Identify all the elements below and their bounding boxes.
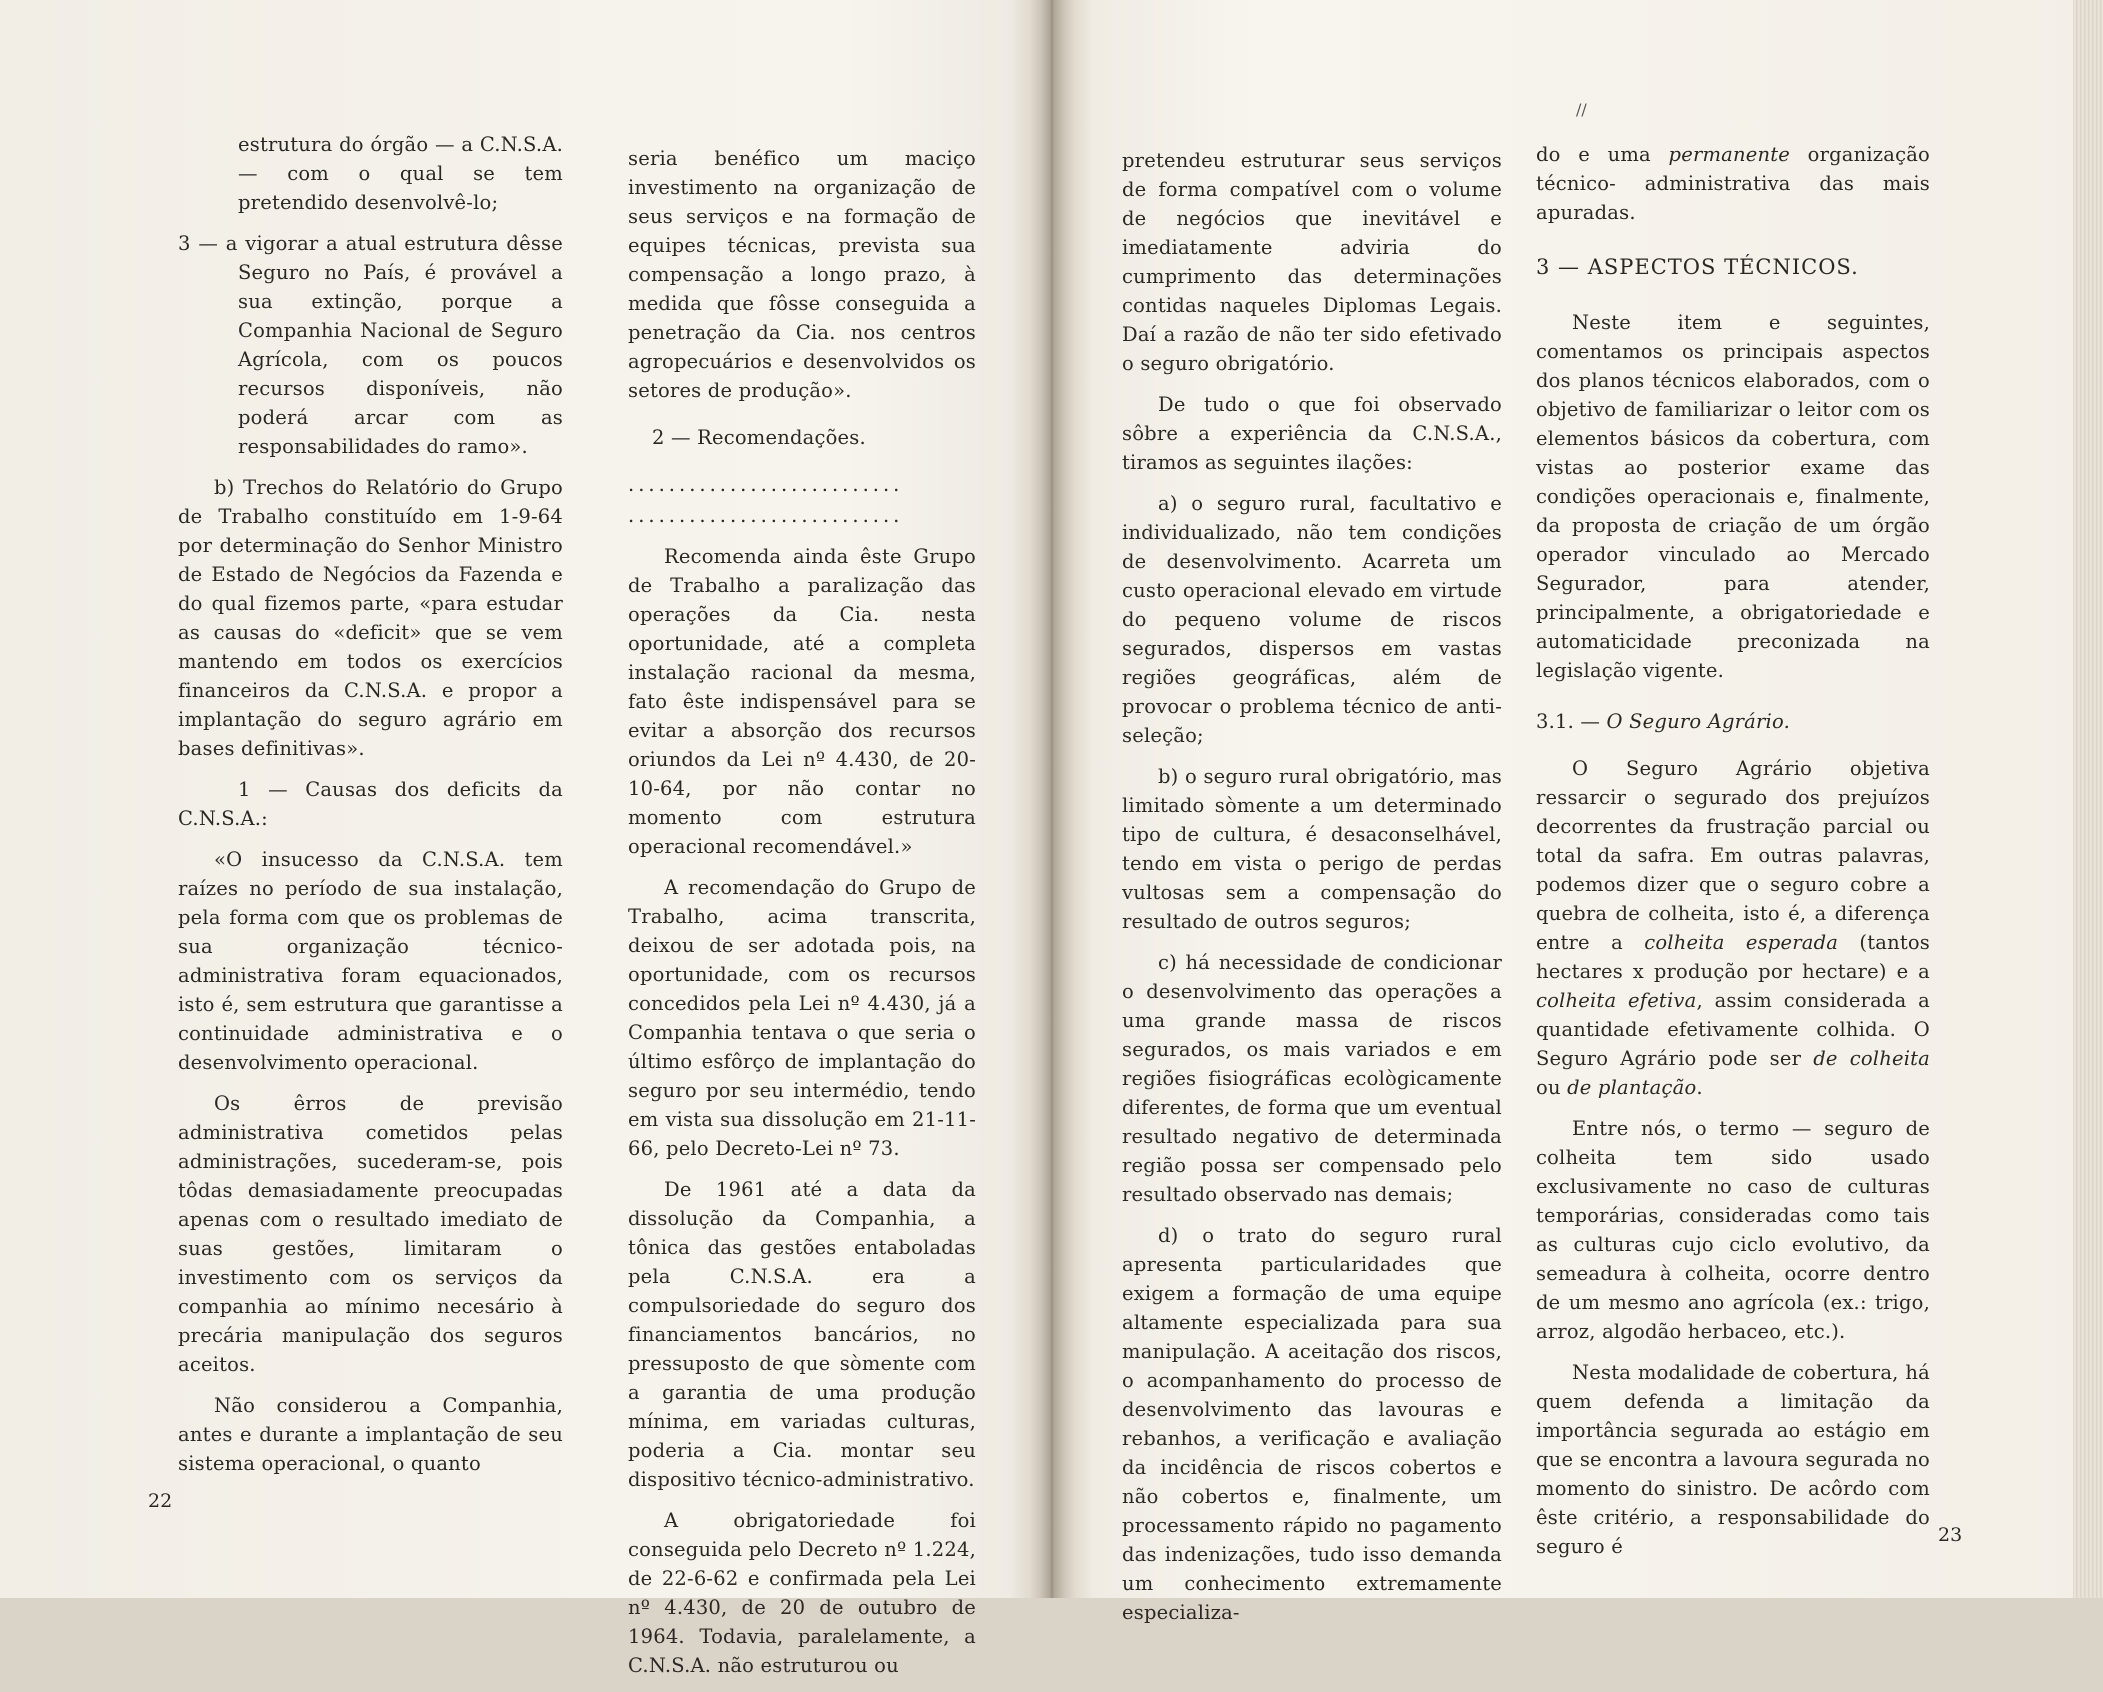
left-page-column-1: [178, 130, 563, 1490]
emphasis: de colheita: [1813, 1047, 1930, 1070]
paragraph: A recomendação do Grupo de Trabalho, acima transcrita, deixou de ser adotada pois, na oportunidade, com os recursos concedidos pela Lei nº 4.430, já a Companhia tentava o que seria o último esfôrço de implantação do seguro por seu intermédio, tendo em vista sua dissolução em 21-11-66, pelo Decreto-Lei nº 73.: [628, 876, 976, 1160]
left-page: [0, 0, 1040, 1677]
ellipsis-line: ...........................: [628, 504, 904, 527]
paragraph: d) o trato do seguro rural apresenta particularidades que exigem a formação de uma equipe altamente especializada para sua manipulação. A aceitação dos riscos, o acompanhamento do processo de desenvolvimento das lavouras e rebanhos, a verificação e avaliação da incidência de riscos cobertos e não cobertos e, finalmente, um processamento rápido no pagamento das indenizações, tudo isso demanda um conhecimento extremamente especializa-: [1122, 1224, 1502, 1624]
paragraph: [1536, 754, 1930, 1102]
page-number: 23: [1938, 1524, 1963, 1546]
text-span: O Seguro Agrário objetiva ressarcir o segurado dos prejuízos decorrentes da frustração parcial ou total da safra. Em outras palavras, podemos dizer que o seguro cobre a quebra de colheita, isto é, a diferença entre a: [1536, 757, 1930, 954]
section-heading: 1 — Causas dos deficits da C.N.S.A.:: [178, 778, 563, 830]
emphasis: permanente: [1668, 143, 1791, 166]
paragraph: b) o seguro rural obrigatório, mas limitado sòmente a um determinado tipo de cultura, é desaconselhável, tendo em vista o perigo de perdas vultosas sem a compensação do resultado de outros seguros;: [1122, 765, 1502, 933]
paragraph: Os êrros de previsão administrativa cometidos pelas administrações, sucederam-se, pois tôdas demasiadamente preocupadas apenas com o resultado imediato de suas gestões, limitaram o investimento com os serviços da companhia ao mínimo necesário à precária manipulação dos seguros aceitos.: [178, 1092, 563, 1376]
text-span: , assim considerada a quantidade efetivamente colhida. O Seguro Agrário pode ser: [1536, 989, 1931, 1070]
right-page-column-2: [1536, 140, 1930, 1573]
paragraph: A obrigatoriedade foi conseguida pelo Decreto nº 1.224, de 22-6-62 e confirmada pela Lei nº 4.430, de 20 de outubro de 1964. Todavia, paralelamente, a C.N.S.A. não estruturou ou: [628, 1509, 976, 1677]
paragraph: Neste item e seguintes, comentamos os principais aspectos dos planos técnicos elaborados, com o objetivo de familiarizar o leitor com os elementos básicos da cobertura, com vistas ao posterior exame das condições operacionais e, finalmente, da proposta de criação de um órgão operador vinculado ao Mercado Segurador, para atender, principalmente, a obrigatoriedade e automaticidade preconizada na legislação vigente.: [1536, 311, 1930, 682]
paragraph: [1536, 140, 1930, 227]
paragraph: Não considerou a Companhia, antes e durante a implantação de seu sistema operacional, o quanto: [178, 1394, 563, 1475]
page-number: 22: [148, 1490, 173, 1512]
paragraph: estrutura do órgão — a C.N.S.A. — com o qual se tem pretendido desenvolvê-lo;: [238, 133, 563, 214]
emphasis: colheita efetiva: [1536, 989, 1697, 1012]
paragraph: Nesta modalidade de cobertura, há quem defenda a limitação da importância segurada ao estágio em que se encontra a lavoura segurada no momento do sinistro. De acôrdo com êste critério, a responsabilidade do seguro é: [1536, 1361, 1930, 1558]
section-heading: 2 — Recomendações.: [652, 426, 866, 449]
subsection-title: O Seguro Agrário.: [1606, 710, 1790, 733]
margin-mark: //: [1576, 100, 1587, 119]
right-page-column-1: [1122, 146, 1502, 1639]
emphasis: de plantação: [1567, 1076, 1697, 1099]
paragraph: seria benéfico um maciço investimento na organização de seus serviços e na formação de equipes técnicas, prevista sua compensação a longo prazo, à medida que fôsse conseguida a penetração da Cia. nos centros agropecuários e desenvolvidos os setores de produção».: [628, 147, 976, 402]
section-heading: 3 — ASPECTOS TÉCNICOS.: [1536, 255, 1859, 279]
paragraph: De 1961 até a data da dissolução da Companhia, a tônica das gestões entaboladas pela C.N.S.A. era a compulsoriedade do seguro dos financiamentos bancários, no pressuposto de que sòmente com a garantia de uma produção mínima, em variadas culturas, poderia a Cia. montar seu dispositivo técnico-administrativo.: [628, 1178, 976, 1491]
subsection-heading: [1536, 707, 1930, 736]
paragraph: De tudo o que foi observado sôbre a experiência da C.N.S.A., tiramos as seguintes ilações:: [1122, 393, 1502, 474]
paragraph: b) Trechos do Relatório do Grupo de Trabalho constituído em 1-9-64 por determinação do Senhor Ministro de Estado de Negócios da Fazenda e do qual fizemos parte, «para estudar as causas do «deficit» que se vem mantendo em todos os exercícios financeiros da C.N.S.A. e propor a implantação do seguro agrário em bases definitivas».: [178, 476, 563, 760]
ellipsis-line: ...........................: [628, 473, 904, 496]
text-span: (tantos hectares x produção por hectare) e a: [1536, 931, 1931, 983]
text-span: organização técnico- administrativa das mais apuradas.: [1536, 143, 1930, 224]
paragraph: c) há necessidade de condicionar o desenvolvimento das operações a uma grande massa de riscos segurados, os mais variados e em regiões fisiográficas ecològicamente diferentes, de forma que um eventual resultado negativo de determinada região possa ser compensado pelo resultado observado nas demais;: [1122, 951, 1502, 1206]
text-span: .: [1696, 1076, 1703, 1099]
paragraph: 3 — a vigorar a atual estrutura dêsse Seguro no País, é provável a sua extinção, porque a Companhia Nacional de Seguro Agrícola, com os poucos recursos disponíveis, não poderá arcar com as responsabilidades do ramo».: [178, 232, 563, 458]
subsection-number: 3.1. —: [1536, 710, 1607, 733]
paragraph: Recomenda ainda êste Grupo de Trabalho a paralização das operações da Cia. nesta oportunidade, até a completa instalação racional da mesma, fato êste indispensável para se evitar a absorção dos recursos oriundos da Lei nº 4.430, de 20-10-64, por não contar no momento com estrutura operacional recomendável.»: [628, 545, 976, 858]
paragraph: «O insucesso da C.N.S.A. tem raízes no período de sua instalação, pela forma com que os problemas de sua organização técnico-administrativa foram equacionados, isto é, sem estrutura que garantisse a continuidade administrativa e o desenvolvimento operacional.: [178, 848, 563, 1074]
paragraph: Entre nós, o termo — seguro de colheita tem sido usado exclusivamente no caso de culturas temporárias, consideradas como tais as culturas cujo ciclo evolutivo, da semeadura à colheita, ocorre dentro de um mesmo ano agrícola (ex.: trigo, arroz, algodão herbaceo, etc.).: [1536, 1117, 1930, 1343]
emphasis: colheita esperada: [1644, 931, 1839, 954]
left-page-column-2: [628, 144, 976, 1692]
paragraph: pretendeu estruturar seus serviços de forma compatível com o volume de negócios que inevitável e imediatamente adviria do cumprimento das determinações contidas naqueles Diplomas Legais. Daí a razão de não ter sido efetivado o seguro obrigatório.: [1122, 149, 1502, 375]
paragraph: a) o seguro rural, facultativo e individualizado, não tem condições de desenvolvimento. Acarreta um custo operacional elevado em virtude do pequeno volume de riscos segurados, dispersos em vastas regiões geográficas, além de provocar o problema técnico de anti-seleção;: [1122, 492, 1502, 747]
text-span: ou: [1536, 1076, 1568, 1099]
text-span: do e uma: [1536, 143, 1669, 166]
right-page: [1062, 0, 2103, 1624]
